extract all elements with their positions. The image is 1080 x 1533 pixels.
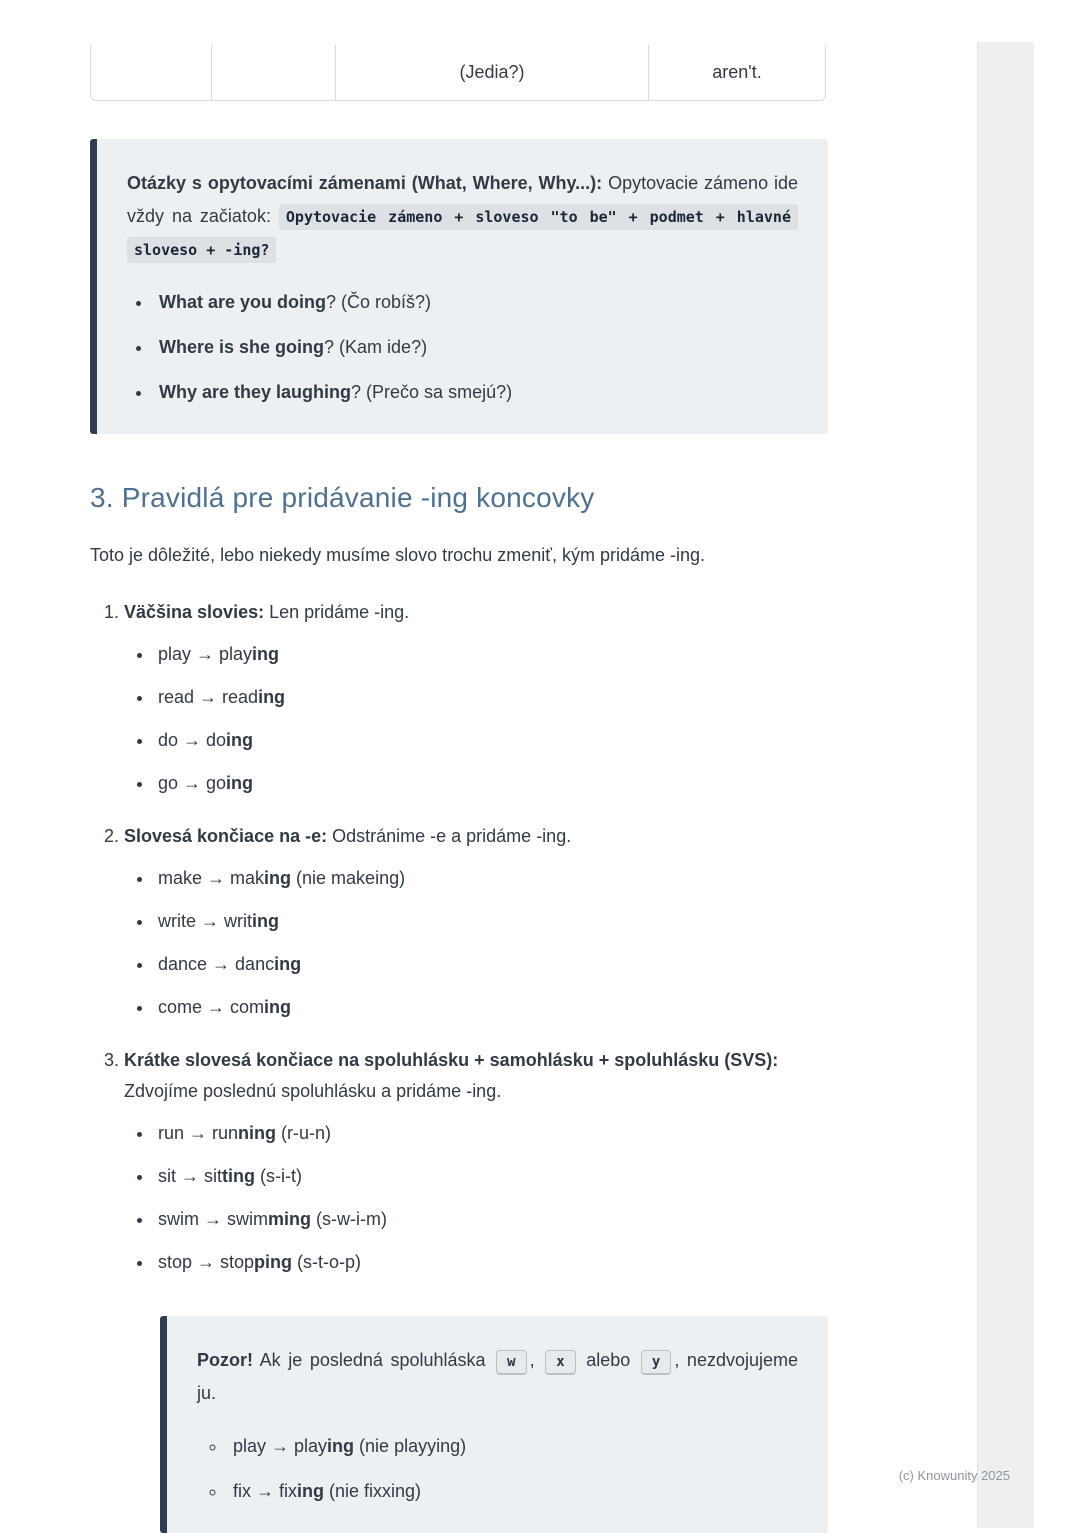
callout-questions-intro: Otázky s opytovacími zámenami (What, Where, Why...): Opytovacie zámeno ide vždy na začiatok: Opytovacie zámeno + sloveso "to be" + podmet + hlavné sloveso + -ing?: [127, 167, 798, 266]
list-item: • run → running (r-u-n): [154, 1119, 828, 1147]
list-item: ◦ play → playing (nie playying): [227, 1432, 798, 1460]
list-item: • stop → stopping (s-t-o-p): [154, 1248, 828, 1276]
callout-questions: [90, 139, 828, 434]
page-content: [90, 0, 828, 1533]
table-cell: (Jedia?): [336, 45, 649, 100]
list-item: • come → coming: [154, 993, 828, 1021]
list-item: • dance → dancing: [154, 950, 828, 978]
callout-warning: [160, 1316, 828, 1533]
key-badge: y: [641, 1350, 671, 1375]
list-item: • play → playing: [154, 640, 828, 668]
list-item: • Why are they laughing? (Prečo sa smejú?): [153, 378, 798, 406]
callout-warning-intro: Pozor! Ak je posledná spoluhláska w , x alebo y , nezdvojujeme ju.: [197, 1350, 798, 1403]
rule-item: [124, 597, 828, 797]
example-list: [124, 640, 828, 797]
key-badge: w: [496, 1350, 526, 1375]
list-item: ◦ fix → fixing (nie fixxing): [227, 1477, 798, 1505]
question-list: [153, 288, 798, 406]
section-intro: Toto je dôležité, lebo niekedy musíme slovo trochu zmeniť, kým pridáme -ing.: [90, 545, 706, 565]
section-heading: 3. Pravidlá pre pridávanie -ing koncovky: [90, 482, 595, 513]
rule-item: [124, 821, 828, 1021]
scrollbar-track[interactable]: [977, 42, 1034, 1528]
list-item: • read → reading: [154, 683, 828, 711]
list-item: • make → making (nie makeing): [154, 864, 828, 892]
rule-label: Krátke slovesá končiace na spoluhlásku + samohlásku + spoluhlásku (SVS): Zdvojíme poslednú spoluhlásku a pridáme -ing.: [124, 1050, 779, 1101]
list-item: • go → going: [154, 769, 828, 797]
rule-label: Väčšina slovies: Len pridáme -ing.: [124, 602, 410, 622]
watermark: (c) Knowunity 2025: [898, 1468, 1010, 1483]
key-badge: x: [545, 1350, 575, 1375]
table-cell: aren't.: [712, 62, 762, 82]
list-item: • write → writing: [154, 907, 828, 935]
list-item: • swim → swimming (s-w-i-m): [154, 1205, 828, 1233]
list-item: • sit → sitting (s-i-t): [154, 1162, 828, 1190]
table-fragment: [90, 45, 826, 101]
table-cell: [91, 45, 212, 100]
rule-label: Slovesá končiace na -e: Odstránime -e a pridáme -ing.: [124, 826, 572, 846]
rules-list: [90, 597, 828, 1276]
list-item: • do → doing: [154, 726, 828, 754]
rule-item: [124, 1045, 828, 1276]
example-list: [124, 1119, 828, 1276]
list-item: • What are you doing? (Čo robíš?): [153, 288, 798, 316]
example-list: [124, 864, 828, 1021]
warning-list: [227, 1432, 798, 1505]
table-cell: [212, 45, 336, 100]
list-item: • Where is she going? (Kam ide?): [153, 333, 798, 361]
inline-code: Opytovacie zámeno + sloveso "to be" + podmet + hlavné sloveso + -ing?: [127, 204, 798, 263]
